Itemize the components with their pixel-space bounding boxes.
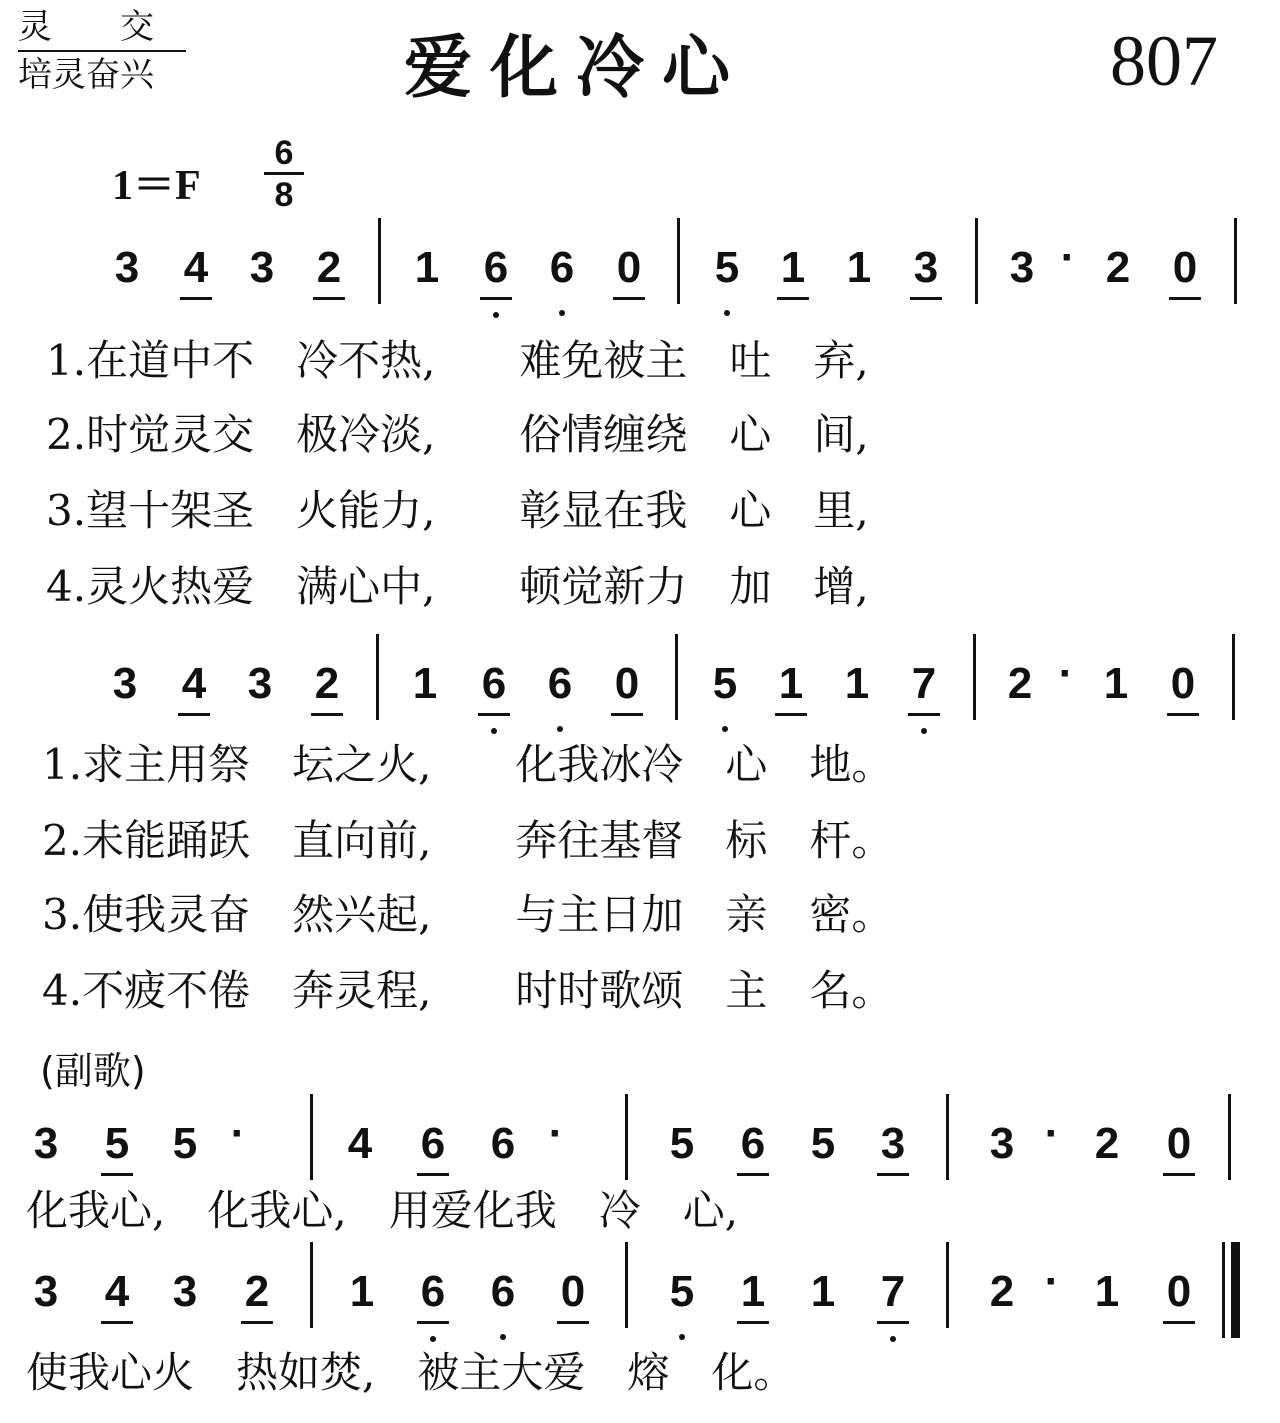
barline: [1234, 218, 1237, 304]
note: 2: [1105, 243, 1131, 292]
barline: [973, 634, 976, 720]
note: 3: [1009, 243, 1035, 292]
final-barline-thick: [1231, 1242, 1240, 1338]
note: 7: [871, 1270, 915, 1314]
note: 2: [1007, 659, 1033, 708]
chorus-label: (副歌): [40, 1049, 146, 1093]
note: 1: [412, 659, 438, 708]
note: 6: [472, 662, 516, 706]
lyric-line: 3.望十架圣 火能力, 彰显在我 心 里,: [46, 486, 869, 535]
note: 2: [305, 662, 349, 706]
note: 3: [112, 659, 138, 708]
key-signature: 1＝F: [112, 163, 201, 209]
note: 4: [347, 1119, 373, 1168]
barline: [1232, 634, 1235, 720]
barline: [625, 1242, 628, 1328]
note: 3: [33, 1267, 59, 1316]
dot-note: ·: [1058, 649, 1074, 698]
time-signature-top: 6: [274, 134, 294, 172]
lyric-line: 1.求主用祭 坛之火, 化我冰冷 心 地。: [42, 740, 894, 789]
note: 2: [1094, 1119, 1120, 1168]
time-signature-line: [264, 172, 304, 175]
note: 3: [989, 1119, 1015, 1168]
note: 3: [871, 1122, 915, 1166]
note: 4: [174, 246, 218, 290]
final-barline-thin: [1222, 1242, 1225, 1338]
note: 2: [235, 1270, 279, 1314]
note: 0: [605, 662, 649, 706]
note: 1: [731, 1270, 775, 1314]
note: 6: [490, 1119, 516, 1168]
barline: [946, 1242, 949, 1328]
note: 4: [95, 1270, 139, 1314]
lyric-line: 2.时觉灵交 极冷淡, 俗情缠绕 心 间,: [46, 410, 869, 459]
note: 6: [731, 1122, 775, 1166]
hymn-number: 807: [1110, 21, 1218, 101]
note: 5: [172, 1119, 198, 1168]
note: 7: [902, 662, 946, 706]
note: 6: [540, 246, 584, 290]
note: 3: [114, 243, 140, 292]
barline: [310, 1242, 313, 1328]
note: 3: [249, 243, 275, 292]
lyric-line: 1.在道中不 冷不热, 难免被主 吐 弃,: [46, 336, 869, 385]
note: 5: [669, 1119, 695, 1168]
note: 1: [846, 243, 872, 292]
barline: [310, 1094, 313, 1180]
note: 6: [474, 246, 518, 290]
barline: [946, 1094, 949, 1180]
lyric-line: 4.不疲不倦 奔灵程, 时时歌颂 主 名。: [42, 966, 894, 1015]
barline: [675, 634, 678, 720]
barline: [376, 634, 379, 720]
note: 1: [771, 246, 815, 290]
note: 6: [538, 662, 582, 706]
note: 1: [1094, 1267, 1120, 1316]
dot-note: ·: [1060, 233, 1076, 282]
note: 6: [411, 1122, 455, 1166]
chorus-lyric-line: 化我心, 化我心, 用爱化我 冷 心,: [26, 1186, 739, 1235]
note: 3: [33, 1119, 59, 1168]
note: 0: [1157, 1122, 1201, 1166]
lyric-line: 4.灵火热爱 满心中, 顿觉新力 加 增,: [46, 562, 869, 611]
note: 2: [989, 1267, 1015, 1316]
barline: [677, 218, 680, 304]
hymn-title: 爱化冷心: [404, 29, 749, 108]
note: 5: [810, 1119, 836, 1168]
note: 0: [607, 246, 651, 290]
note: 1: [810, 1267, 836, 1316]
note: 4: [172, 662, 216, 706]
note: 1: [769, 662, 813, 706]
dot-note: ·: [1044, 1257, 1060, 1306]
note: 5: [660, 1270, 704, 1314]
note: 3: [172, 1267, 198, 1316]
note: 2: [307, 246, 351, 290]
dot-note: ·: [230, 1109, 246, 1158]
barline: [1228, 1094, 1231, 1180]
chorus-lyric-line: 使我心火 热如焚, 被主大爱 熔 化。: [26, 1348, 796, 1397]
note: 3: [247, 659, 273, 708]
barline: [378, 218, 381, 304]
note: 0: [1163, 246, 1207, 290]
note: 1: [844, 659, 870, 708]
note: 0: [1161, 662, 1205, 706]
dot-note: ·: [1044, 1109, 1060, 1158]
source-divider: [18, 50, 186, 52]
note: 5: [705, 246, 749, 290]
note: 6: [411, 1270, 455, 1314]
note: 5: [95, 1122, 139, 1166]
note: 3: [904, 246, 948, 290]
note: 1: [414, 243, 440, 292]
note: 5: [703, 662, 747, 706]
source-label: 灵 交: [18, 7, 154, 47]
source-label-2: 培灵奋兴: [18, 55, 154, 95]
barline: [975, 218, 978, 304]
lyric-line: 2.未能踊跃 直向前, 奔往基督 标 杆。: [42, 816, 894, 865]
note: 1: [349, 1267, 375, 1316]
note: 6: [481, 1270, 525, 1314]
note: 1: [1103, 659, 1129, 708]
time-signature-bottom: 8: [274, 176, 294, 214]
note: 0: [551, 1270, 595, 1314]
dot-note: ·: [548, 1109, 564, 1158]
note: 0: [1157, 1270, 1201, 1314]
lyric-line: 3.使我灵奋 然兴起, 与主日加 亲 密。: [42, 890, 894, 939]
barline: [625, 1094, 628, 1180]
